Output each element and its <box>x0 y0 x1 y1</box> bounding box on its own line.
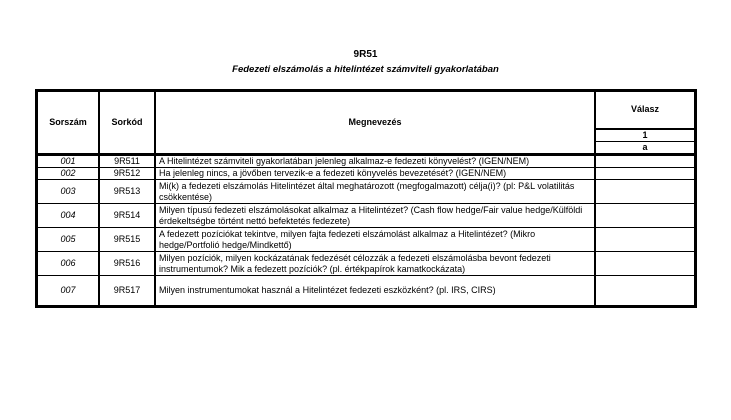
row-question: A fedezett pozíciókat tekintve, milyen fajta fedezeti elszámolást alkalmaz a Hitelintézet? (Mikro hedge/Portfolió hedge/Mindkettő) <box>155 228 595 252</box>
row-code: 9R511 <box>99 155 155 168</box>
row-number: 005 <box>37 228 100 252</box>
row-number: 006 <box>37 252 100 276</box>
row-number: 004 <box>37 204 100 228</box>
row-question: Milyen típusú fedezeti elszámolásokat alkalmaz a Hitelintézet? (Cash flow hedge/Fair value hedge/Külföldi érdekeltségbe történt nettó befektetés fedezete) <box>155 204 595 228</box>
answer-cell[interactable] <box>595 155 696 168</box>
answer-cell[interactable] <box>595 252 696 276</box>
row-code: 9R516 <box>99 252 155 276</box>
row-question: A Hitelintézet számviteli gyakorlatában jelenleg alkalmaz-e fedezeti könyvelést? (IGEN/NEM) <box>155 155 595 168</box>
table-row <box>37 180 696 204</box>
form-code: 9R51 <box>353 49 378 60</box>
col-valasz-number: 1 <box>595 129 696 142</box>
table-row <box>37 228 696 252</box>
col-valasz-letter: a <box>595 142 696 155</box>
col-sorszam: Sorszám <box>37 91 100 155</box>
col-valasz: Válasz <box>595 91 696 129</box>
answer-cell[interactable] <box>595 168 696 180</box>
table-row <box>37 155 696 168</box>
row-question: Milyen instrumentumokat használ a Hitelintézet fedezeti eszközként? (pl. IRS, CIRS) <box>155 276 595 307</box>
table-row <box>37 168 696 180</box>
row-code: 9R512 <box>99 168 155 180</box>
row-number: 001 <box>37 155 100 168</box>
table-row <box>37 252 696 276</box>
answer-cell[interactable] <box>595 228 696 252</box>
answer-cell[interactable] <box>595 204 696 228</box>
row-number: 007 <box>37 276 100 307</box>
answer-cell[interactable] <box>595 276 696 307</box>
table-row <box>37 204 696 228</box>
answer-cell[interactable] <box>595 180 696 204</box>
row-code: 9R515 <box>99 228 155 252</box>
form-title: Fedezeti elszámolás a hitelintézet számviteli gyakorlatában <box>232 64 499 75</box>
table-row <box>37 276 696 307</box>
row-question: Ha jelenleg nincs, a jövőben tervezik-e a fedezeti könyvelés bevezetését? (IGEN/NEM) <box>155 168 595 180</box>
row-question: Mi(k) a fedezeti elszámolás Hitelintézet által meghatározott (megfogalmazott) célja(i)? (pl: P&L volatilitás csökkentése) <box>155 180 595 204</box>
row-number: 002 <box>37 168 100 180</box>
row-number: 003 <box>37 180 100 204</box>
row-code: 9R517 <box>99 276 155 307</box>
col-sorkod: Sorkód <box>99 91 155 155</box>
row-code: 9R513 <box>99 180 155 204</box>
row-question: Milyen pozíciók, milyen kockázatának fedezését célozzák a fedezeti elszámolásba bevont fedezeti instrumentumok? Mik a fedezett pozíciók? (pl. értékpapírok kamatkockázata) <box>155 252 595 276</box>
hedge-accounting-table <box>35 89 697 308</box>
row-code: 9R514 <box>99 204 155 228</box>
col-megnevezes: Megnevezés <box>155 91 595 155</box>
